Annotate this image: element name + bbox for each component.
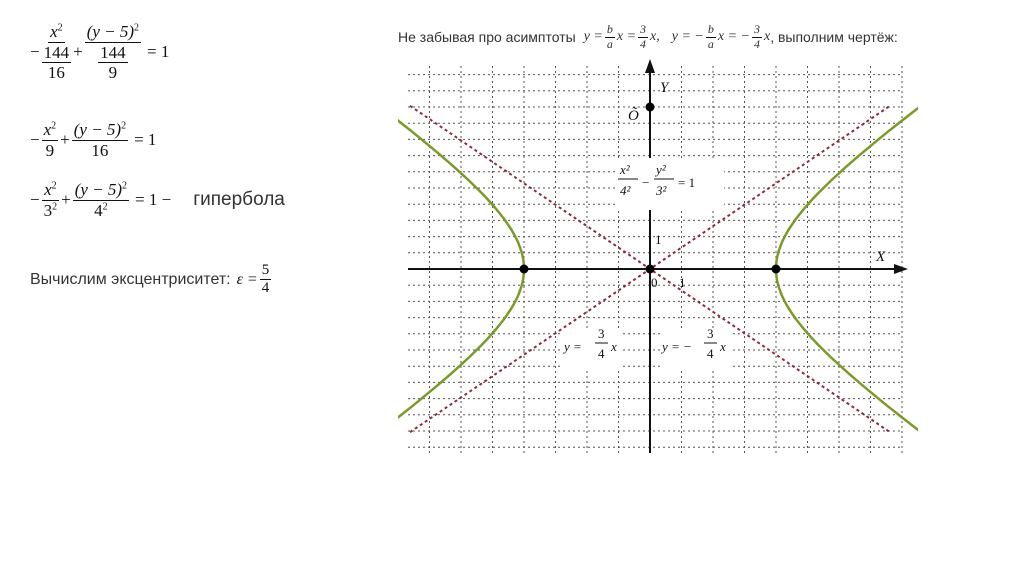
asym1-f2-den: 4: [640, 36, 647, 51]
asym1-f1-den: a: [606, 36, 613, 51]
asym1-label-var: x: [611, 339, 617, 354]
x-exponent: 2: [57, 22, 63, 34]
y-den-bottom: 9: [108, 63, 118, 83]
origin-point: [646, 265, 655, 274]
rhs: = 1 −: [135, 190, 172, 210]
asym1-label-num: 3: [598, 326, 605, 341]
origin-label: 0: [651, 275, 658, 290]
asym2-f2-den: 4: [753, 36, 760, 51]
asym1-label-lhs: y =: [564, 339, 582, 354]
asymptote-header: [398, 23, 898, 52]
x-unit-label: 1: [679, 275, 686, 290]
y-exponent: 2: [122, 180, 128, 192]
hyp-x-num: x²: [620, 162, 630, 177]
y-fraction: [85, 22, 141, 83]
left-vertex-point: [520, 265, 529, 274]
hyperbola-right-branch: [776, 58, 918, 458]
asym2-frac1: [706, 23, 716, 52]
hyp-x-den: 4²: [620, 183, 631, 198]
asym1-frac1: [605, 23, 615, 52]
x-exponent: 2: [51, 180, 57, 192]
y-unit-label: 1: [655, 232, 662, 247]
asym2-label-var: x: [720, 339, 726, 354]
plus-sign: +: [61, 190, 71, 210]
asym2-tail: x: [763, 29, 771, 45]
grid-lines: [408, 66, 903, 453]
hyp-y-num: y²: [656, 162, 666, 177]
asym1-frac2: [638, 23, 648, 52]
eccentricity-line: [30, 262, 273, 298]
x-den-top: 144: [43, 42, 70, 62]
asym1-mid: x =: [616, 29, 637, 45]
asym2-label-den: 4: [707, 346, 714, 361]
x-den-exponent: 2: [52, 200, 58, 212]
x-numerator: x: [43, 120, 52, 139]
x-fraction: [42, 22, 72, 83]
asym1-f2-num: 3: [640, 22, 647, 36]
y-axis-arrow: [645, 59, 655, 73]
x-denominator: 3: [43, 200, 53, 220]
asymptote-1-label: [562, 326, 622, 370]
asym2-label-num: 3: [707, 326, 714, 341]
hyp-y-den: 3²: [656, 183, 667, 198]
x-numerator: x: [44, 180, 52, 199]
equation-2: [30, 120, 156, 160]
center-point: [646, 103, 655, 112]
x-fraction: [42, 120, 59, 160]
x-exponent: 2: [51, 120, 57, 132]
y-numerator: (y − 5): [73, 120, 122, 139]
hyperbola-equation: [616, 158, 724, 210]
header-prefix: Не забывая про асимптоты: [398, 29, 576, 46]
x-denominator: 9: [45, 140, 55, 160]
asym2-frac2: [752, 23, 762, 52]
asym1-label-den: 4: [598, 346, 605, 361]
y-exponent: 2: [121, 120, 127, 132]
eccentricity-fraction: [260, 262, 272, 298]
center-label: Õ: [628, 108, 639, 124]
asym2-f1-den: a: [707, 36, 714, 51]
minus-sign: −: [30, 130, 40, 150]
x-den-bottom: 16: [47, 63, 65, 83]
y-den-top: 144: [100, 42, 126, 62]
rhs: = 1: [147, 42, 170, 62]
plus-sign: +: [73, 42, 83, 62]
hyp-rhs: = 1: [678, 175, 696, 190]
equation-3: [30, 180, 285, 220]
equation-1: [30, 22, 169, 83]
asym2-label-lhs: y = −: [662, 339, 692, 354]
y-axis-label: Y: [660, 80, 669, 96]
asymptote-2-label: [660, 326, 730, 370]
ecc-denominator: 4: [261, 280, 270, 297]
y-den-exponent: 2: [102, 200, 108, 212]
asym2-lhs: y = −: [671, 29, 704, 45]
svg-text:−: −: [642, 175, 650, 190]
minus-sign: −: [30, 190, 40, 210]
y-denominator: 4: [94, 200, 103, 220]
rhs: = 1: [134, 130, 157, 150]
asym2-f2-num: 3: [753, 22, 760, 36]
epsilon-label: ε =: [236, 270, 258, 288]
header-suffix: , выполним чертёж:: [770, 29, 898, 46]
hyperbola-graph: [398, 58, 918, 458]
hyperbola-label: гипербола: [193, 189, 285, 211]
eccentricity-text: Вычислим эксцентриситет:: [30, 270, 231, 288]
asym2-f1-num: b: [707, 22, 714, 36]
asym2-mid: x = −: [717, 29, 750, 45]
y-fraction: [72, 120, 128, 160]
y-exponent: 2: [134, 22, 140, 34]
x-axis-label: X: [876, 249, 886, 265]
plus-sign: +: [60, 130, 70, 150]
right-vertex-point: [772, 265, 781, 274]
x-fraction: [42, 180, 60, 220]
minus-sign: −: [30, 42, 40, 62]
hyperbola-curves: [398, 58, 918, 458]
x-numerator: x: [50, 22, 58, 41]
y-denominator: 16: [91, 140, 109, 160]
y-numerator: (y − 5): [74, 180, 123, 199]
asym1-tail: x,: [650, 29, 660, 45]
y-numerator: (y − 5): [86, 22, 135, 41]
asym1-lhs: y =: [583, 29, 603, 45]
asym1-f1-num: b: [606, 22, 613, 36]
y-fraction: [73, 180, 129, 220]
ecc-numerator: 5: [260, 262, 272, 280]
x-axis-arrow: [894, 264, 908, 274]
